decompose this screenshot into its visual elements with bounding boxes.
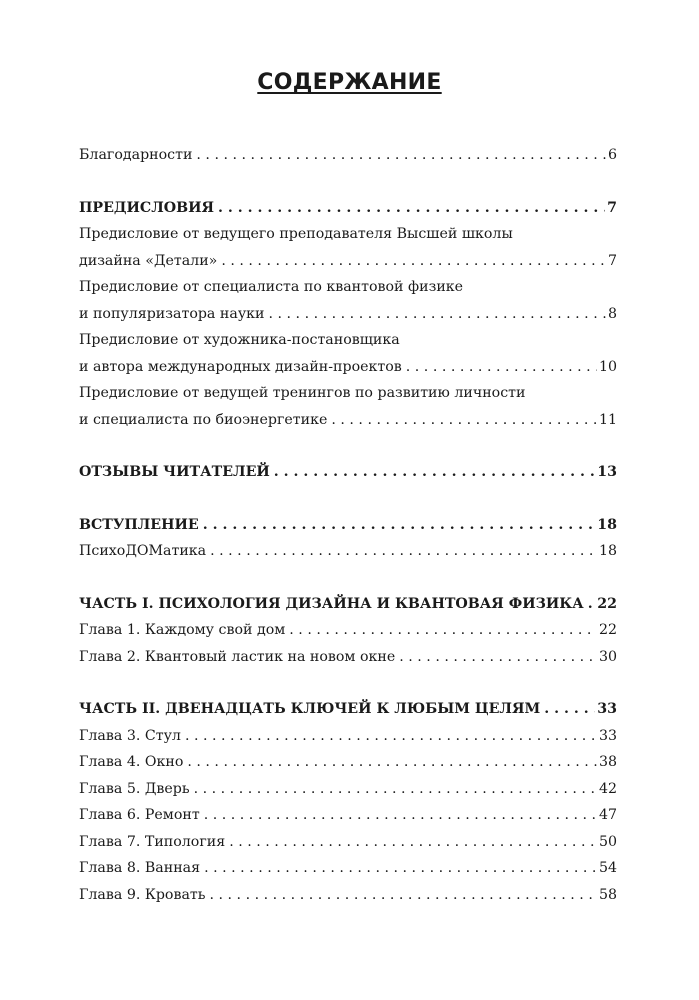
dot-leader bbox=[187, 749, 597, 776]
dot-leader bbox=[399, 644, 597, 671]
toc-entry-page: 38 bbox=[598, 754, 617, 770]
toc-entry-chapter6 bbox=[79, 802, 617, 829]
toc-entry-foreword2-line1: Предисловие от специалиста по квантовой физике bbox=[79, 279, 464, 295]
toc-entry-title: Глава 2. Квантовый ластик на новом окне bbox=[79, 648, 396, 665]
toc-entry-chapter4 bbox=[79, 749, 617, 776]
toc-entry-chapter8 bbox=[79, 855, 617, 882]
toc-entry-title: ПсихоДОМатика bbox=[79, 543, 207, 559]
table-of-contents bbox=[79, 142, 617, 908]
toc-entry-intro bbox=[79, 512, 617, 539]
toc-entry-title: Глава 6. Ремонт bbox=[79, 807, 200, 823]
dot-leader bbox=[289, 617, 597, 644]
toc-entry-chapter2 bbox=[79, 644, 617, 671]
dot-leader bbox=[274, 459, 595, 486]
dot-leader bbox=[196, 142, 606, 169]
section-gap bbox=[79, 433, 617, 459]
toc-entry-title: дизайна «Детали» bbox=[79, 252, 218, 269]
section-gap bbox=[79, 169, 617, 195]
dot-leader bbox=[194, 776, 597, 803]
toc-entry-acknowledgements bbox=[79, 142, 617, 169]
dot-leader bbox=[203, 512, 596, 539]
dot-leader bbox=[269, 301, 606, 328]
toc-entry-page: 42 bbox=[598, 780, 617, 797]
toc-entry-chapter1 bbox=[79, 617, 617, 644]
toc-entry-title: ВСТУПЛЕНИЕ bbox=[79, 516, 199, 533]
toc-entry-title: и автора международных дизайн-проектов bbox=[79, 358, 402, 375]
toc-entry-page: 54 bbox=[598, 860, 617, 876]
toc-entry-title: Глава 7. Типология bbox=[79, 833, 226, 850]
toc-entry-title: ЧАСТЬ I. ПСИХОЛОГИЯ ДИЗАЙНА И КВАНТОВАЯ ФИЗИКА bbox=[79, 595, 584, 612]
toc-entry-foreword1-line1: Предисловие от ведущего преподавателя Высшей школы bbox=[79, 226, 513, 242]
toc-entry-foreword4-line1: Предисловие от ведущей тренингов по развитию личности bbox=[79, 385, 526, 401]
toc-entry-foreword4 bbox=[79, 407, 617, 434]
toc-entry-reviews bbox=[79, 459, 617, 486]
dot-leader bbox=[544, 696, 595, 723]
toc-entry-page: 22 bbox=[597, 595, 617, 612]
dot-leader bbox=[218, 195, 605, 222]
toc-entry-page: 6 bbox=[607, 147, 617, 163]
toc-entry-page: 8 bbox=[607, 305, 617, 322]
toc-entry-foreword3-line1: Предисловие от художника-постановщика bbox=[79, 332, 400, 348]
dot-leader bbox=[210, 538, 597, 565]
dot-leader bbox=[204, 802, 597, 829]
section-gap bbox=[79, 565, 617, 591]
toc-entry-page: 7 bbox=[607, 199, 617, 216]
toc-entry-part2 bbox=[79, 696, 617, 723]
toc-entry-page: 58 bbox=[598, 886, 617, 903]
toc-entry-title: ПРЕДИСЛОВИЯ bbox=[79, 199, 215, 216]
toc-entry-forewords bbox=[79, 195, 617, 222]
toc-entry-page: 33 bbox=[597, 701, 617, 717]
dot-leader bbox=[210, 882, 597, 909]
toc-entry-part1 bbox=[79, 591, 617, 618]
dot-leader bbox=[185, 723, 597, 750]
toc-entry-psychodomatics bbox=[79, 538, 617, 565]
dot-leader bbox=[406, 354, 597, 381]
dot-leader bbox=[331, 407, 597, 434]
toc-entry-title: ОТЗЫВЫ ЧИТАТЕЛЕЙ bbox=[79, 464, 270, 480]
dot-leader bbox=[588, 591, 596, 618]
section-gap bbox=[79, 486, 617, 512]
toc-entry-title: Благодарности bbox=[79, 147, 193, 163]
toc-entry-foreword2 bbox=[79, 301, 617, 328]
toc-entry-chapter5 bbox=[79, 776, 617, 803]
toc-entry-title: и специалиста по биоэнергетике bbox=[79, 411, 328, 428]
toc-entry-chapter9 bbox=[79, 882, 617, 909]
toc-entry-title: Глава 3. Стул bbox=[79, 727, 181, 744]
toc-entry-page: 11 bbox=[598, 411, 617, 428]
toc-entry-title: ЧАСТЬ II. ДВЕНАДЦАТЬ КЛЮЧЕЙ К ЛЮБЫМ ЦЕЛЯМ bbox=[79, 701, 541, 717]
page-title: СОДЕРЖАНИЕ bbox=[257, 70, 442, 95]
toc-entry-chapter3 bbox=[79, 723, 617, 750]
toc-entry-page: 47 bbox=[598, 807, 617, 823]
toc-entry-title: Глава 9. Кровать bbox=[79, 886, 206, 903]
toc-entry-page: 50 bbox=[598, 833, 617, 850]
toc-entry-page: 18 bbox=[598, 543, 617, 559]
toc-entry-title: Глава 8. Ванная bbox=[79, 860, 201, 876]
toc-entry-page: 22 bbox=[598, 622, 617, 638]
toc-entry-title: Глава 4. Окно bbox=[79, 754, 184, 770]
toc-entry-page: 18 bbox=[597, 516, 617, 533]
toc-entry-page: 13 bbox=[597, 464, 617, 480]
toc-entry-page: 10 bbox=[598, 358, 617, 375]
toc-entry-page: 30 bbox=[598, 648, 617, 665]
dot-leader bbox=[221, 248, 606, 275]
toc-entry-title: Глава 5. Дверь bbox=[79, 780, 190, 797]
toc-entry-chapter7 bbox=[79, 829, 617, 856]
section-gap bbox=[79, 670, 617, 696]
dot-leader bbox=[204, 855, 597, 882]
toc-entry-title: и популяризатора науки bbox=[79, 305, 265, 322]
toc-entry-foreword1 bbox=[79, 248, 617, 275]
toc-entry-page: 33 bbox=[598, 727, 617, 744]
dot-leader bbox=[229, 829, 597, 856]
toc-entry-foreword3 bbox=[79, 354, 617, 381]
toc-entry-title: Глава 1. Каждому свой дом bbox=[79, 622, 286, 638]
toc-entry-page: 7 bbox=[607, 252, 617, 269]
